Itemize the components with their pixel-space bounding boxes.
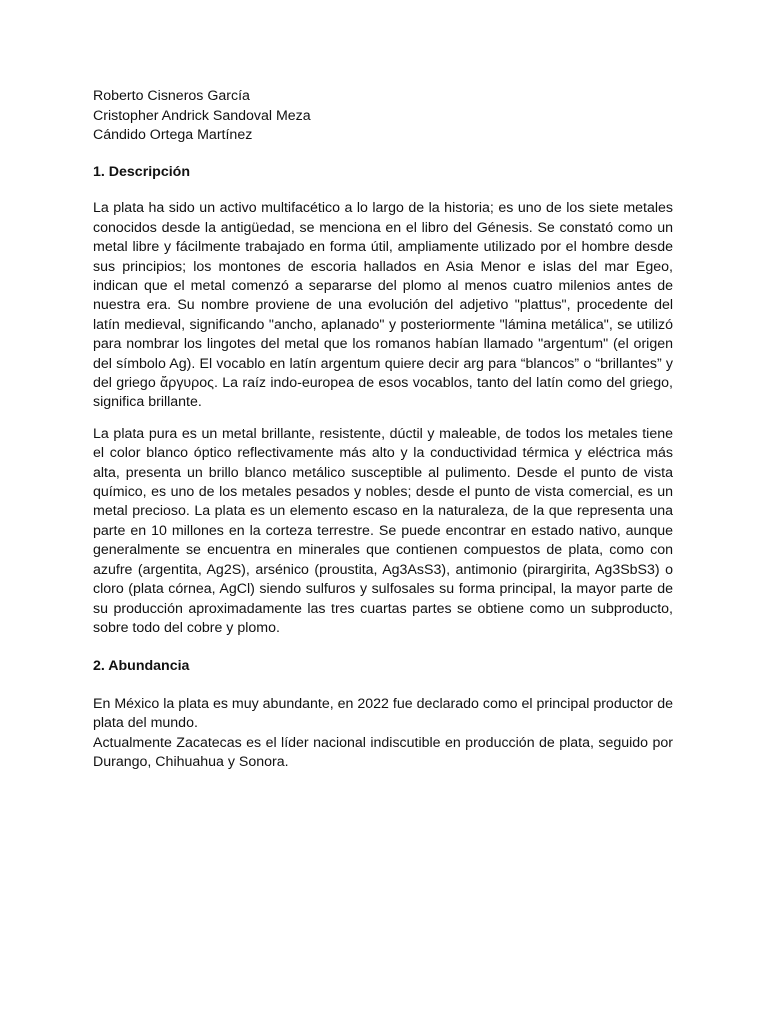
section-heading: 1. Descripción — [93, 163, 190, 180]
paragraph: Actualmente Zacatecas es el líder nacional indiscutible en producción de plata, seguido por Durango, Chihuahua y Sonora. — [93, 734, 673, 771]
section-heading: 2. Abundancia — [93, 658, 190, 675]
section-description — [93, 163, 673, 639]
author-name: Cándido Ortega Martínez — [93, 127, 253, 144]
paragraph: En México la plata es muy abundante, en 2022 fue declarado como el principal productor de plata del mundo. — [93, 695, 673, 732]
paragraph: La plata ha sido un activo multifacético a lo largo de la historia; es uno de los siete metales conocidos desde la antigüedad, se menciona en el libro del Génesis. Se constató como un metal libre y fácilmente trabajado en forma útil, ampliamente utilizado por el hombre desde sus principios; los montones de escoria hallados en Asia Menor e islas del mar Egeo, indican que el metal comenzó a separarse del plomo al menos cuatro milenios antes de nuestra era. Su nombre proviene de una evolución del adjetivo "plattus", procedente del latín medieval, significando "ancho, aplanado" y posteriormente "lámina metálica", se utilizó para nombrar los lingotes del metal que los romanos habían llamado "argentum" (el origen del símbolo Ag). El vocablo en latín argentum quiere decir arg para “blancos” o “brillantes” y del griego ἄργυρος. La raíz indo-europea de esos vocablos, tanto del latín como del griego, significa brillante. — [93, 200, 673, 411]
author-name: Roberto Cisneros García — [93, 88, 250, 104]
section-abundance — [93, 657, 673, 772]
document-page — [93, 87, 673, 773]
author-name: Cristopher Andrick Sandoval Meza — [93, 107, 311, 124]
author-list — [93, 87, 673, 146]
paragraph: La plata pura es un metal brillante, resistente, dúctil y maleable, de todos los metales tiene el color blanco óptico reflectivamente más alto y la conductividad térmica y eléctrica más alta, presenta un brillo blanco metálico susceptible al pulimento. Desde el punto de vista químico, es uno de los metales pesados y nobles; desde el punto de vista comercial, es un metal precioso. La plata es un elemento escaso en la naturaleza, de la que representa una parte en 10 millones en la corteza terrestre. Se puede encontrar en estado nativo, aunque generalmente se encuentra en minerales que contienen compuestos de plata, como con azufre (argentita, Ag2S), arsénico (proustita, Ag3AsS3), antimonio (pirargirita, Ag3SbS3) o cloro (plata córnea, AgCl) siendo sulfuros y sulfosales su forma principal, la mayor parte de su producción aproximadamente las tres cuartas partes se obtiene como un subproducto, sobre todo del cobre y plomo. — [93, 425, 673, 636]
